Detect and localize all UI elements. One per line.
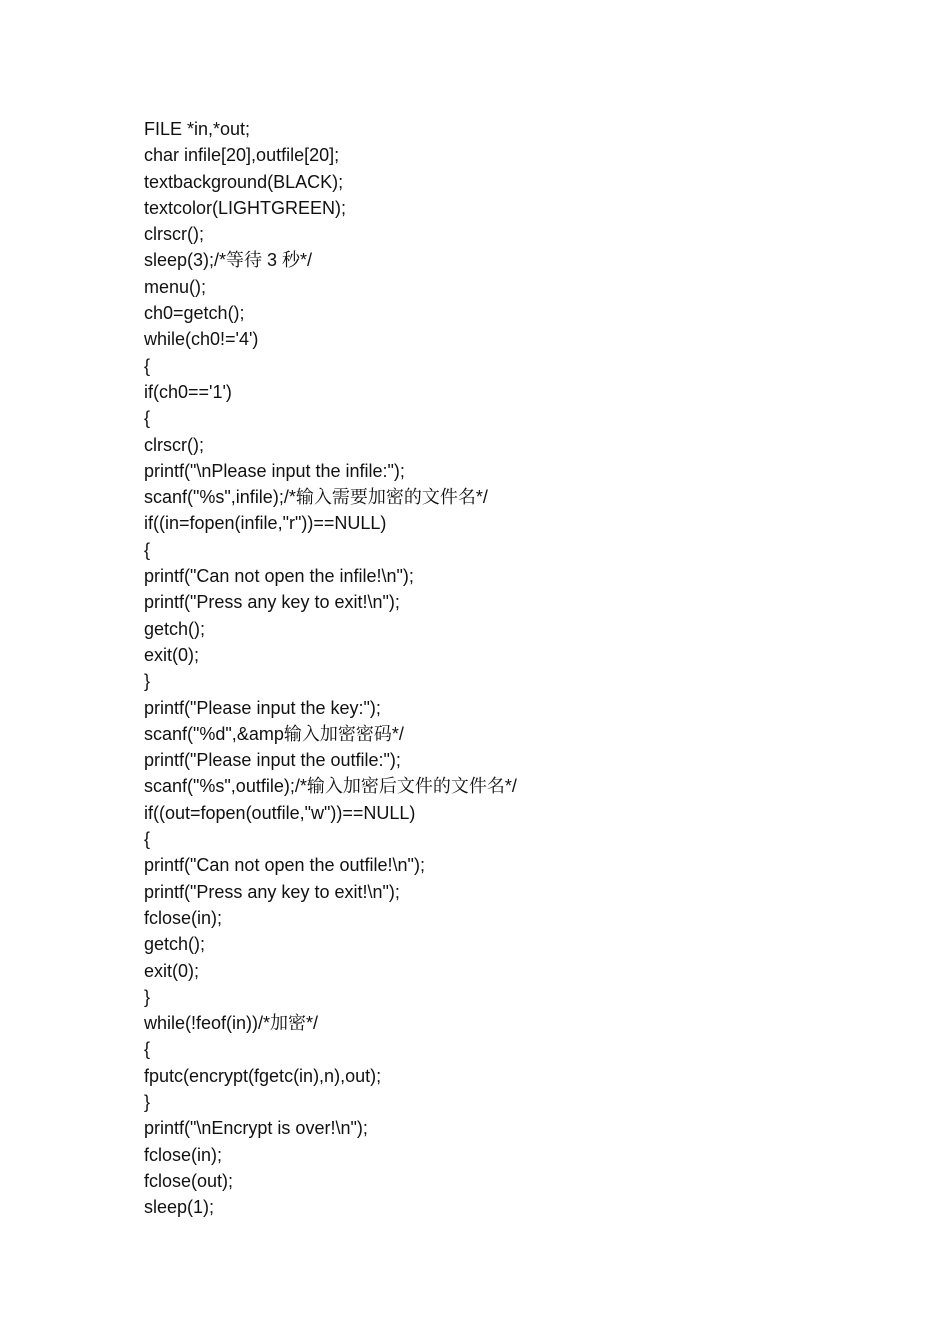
code-line: fclose(in); — [144, 907, 223, 928]
code-line: printf("Can not open the outfile!\n"); — [144, 855, 425, 876]
code-line: textbackground(BLACK); — [144, 171, 344, 192]
code-line: scanf("%s",outfile);/*输入加密后文件的文件名*/ — [144, 776, 517, 797]
code-line: menu(); — [144, 276, 207, 297]
code-line: scanf("%d",&amp输入加密密码*/ — [144, 723, 404, 744]
code-line: getch(); — [144, 934, 206, 955]
code-line: } — [144, 986, 151, 1007]
code-line: getch(); — [144, 618, 206, 639]
code-line: exit(0); — [144, 644, 200, 665]
code-line: fputc(encrypt(fgetc(in),n),out); — [144, 1065, 382, 1086]
code-line: sleep(3);/*等待 3 秒*/ — [144, 250, 313, 271]
code-line: if(ch0=='1') — [144, 381, 232, 402]
code-line: textcolor(LIGHTGREEN); — [144, 197, 347, 218]
code-line: printf("\nEncrypt is over!\n"); — [144, 1118, 368, 1139]
code-line: clrscr(); — [144, 224, 204, 245]
code-line: { — [144, 408, 151, 429]
code-line: FILE *in,*out; — [144, 119, 251, 139]
code-line: printf("Press any key to exit!\n"); — [144, 592, 400, 613]
code-line: clrscr(); — [144, 434, 204, 455]
code-line: printf("Press any key to exit!\n"); — [144, 881, 400, 902]
code-line: { — [144, 1039, 151, 1060]
code-line: while(ch0!='4') — [144, 329, 259, 350]
code-line: } — [144, 1091, 151, 1112]
code-line: { — [144, 355, 151, 376]
code-line: exit(0); — [144, 960, 200, 981]
code-line: printf("Please input the key:"); — [144, 697, 381, 718]
code-line: } — [144, 671, 151, 692]
code-line: printf("Can not open the infile!\n"); — [144, 566, 414, 587]
code-line: while(!feof(in))/*加密*/ — [144, 1013, 319, 1034]
code-line: { — [144, 539, 151, 560]
code-line: fclose(out); — [144, 1170, 234, 1191]
code-line: printf("Please input the outfile:"); — [144, 750, 401, 771]
code-line: printf("\nPlease input the infile:"); — [144, 460, 405, 481]
code-line: ch0=getch(); — [144, 303, 245, 324]
code-line: { — [144, 829, 151, 850]
code-line: fclose(in); — [144, 1144, 223, 1165]
code-listing — [144, 116, 517, 1220]
code-line: scanf("%s",infile);/*输入需要加密的文件名*/ — [144, 487, 488, 508]
code-line: if((in=fopen(infile,"r"))==NULL) — [144, 513, 387, 534]
code-line: sleep(1); — [144, 1197, 215, 1218]
code-line: if((out=fopen(outfile,"w"))==NULL) — [144, 802, 416, 823]
code-line: char infile[20],outfile[20]; — [144, 145, 340, 166]
